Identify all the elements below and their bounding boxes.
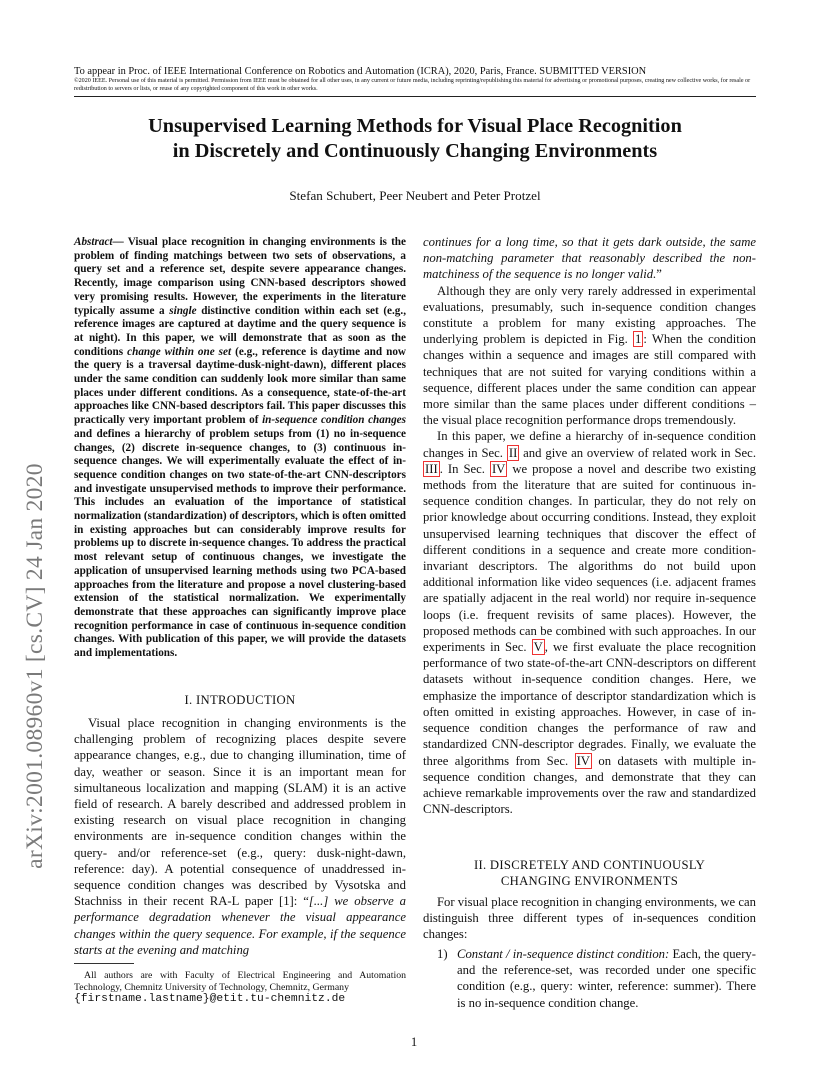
- footnote-text: All authors are with Faculty of Electrical Engineering and Automation Technology, Chemnitz University of Technology, Chemnitz, Germany: [74, 970, 406, 993]
- header-rule: [74, 96, 756, 97]
- intro-paragraph-1: [74, 715, 406, 958]
- intro-paragraph-3f: on datasets with multiple in-sequence condition changes, and demonstrate that they can achieve remarkable improvements over the raw and standardized CNN-descriptors.: [423, 753, 756, 817]
- list-item-text: Each, the query- and the reference-set, was recorded under one specific condition (e.g., query: winter, reference: summer). There is no in-sequence condition change.: [457, 947, 756, 1010]
- list-item-number: 1): [437, 947, 448, 961]
- footnote-rule: [74, 963, 134, 964]
- abstract-emph-1: single: [169, 304, 197, 317]
- section-reference-link[interactable]: IV: [576, 753, 590, 768]
- conference-note: To appear in Proc. of IEEE International Conference on Robotics and Automation (ICRA), 2020, Paris, France. SUBMITTED VERSION: [74, 66, 647, 77]
- figure-reference-link[interactable]: 1: [634, 332, 642, 347]
- abstract-label: Abstract: [74, 236, 113, 248]
- abstract: [74, 236, 406, 661]
- section-reference-link[interactable]: II: [508, 445, 518, 460]
- section-heading-line-1: II. DISCRETELY AND CONTINUOUSLY: [473, 858, 706, 872]
- quote-part-2: continues for a long time, so that it gets dark outside, the same non-matching parameter that reasonably described the non-matchiness of the sequence is no longer valid.: [423, 235, 756, 282]
- footnote-email: {firstname.lastname}@etit.tu-chemnitz.de: [74, 993, 346, 1006]
- section-heading-changing-environments: [423, 857, 756, 889]
- intro-paragraph-3a: In this paper, we define a hierarchy of in-sequence condition changes in Sec.: [423, 429, 756, 460]
- title-line-1: Unsupervised Learning Methods for Visual Place Recognition: [148, 115, 682, 137]
- abstract-text-4: and defines a hierarchy of problem setups from (1) no in-sequence changes, (2) discrete in-sequence changes, to (3) continuous in-sequence changes. We will experimentally evaluate the effect of in-sequence condition changes on two state-of-the-art CNN-descriptors and investigate unsupervised methods to improve their performance. This includes an evaluation of the importance of statistical normalization (standardization) of descriptors, which is often omitted in existing approaches but can considerably improve results for problems up to discrete in-sequence changes. To address the practical most relevant setup of continuous changes, we investigate the application of unsupervised learning methods using two PCA-based approaches from the literature and propose a novel clustering-based extension of the statistical normalization. We experimentally demonstrate that these approaches can significantly improve place recognition performance in case of continuous in-sequence condition changes. With publication of this paper, we will provide the datasets and implementations.: [74, 427, 406, 660]
- footnote: [74, 970, 406, 1006]
- intro-paragraph-3e: , we first evaluate the place recognition performance of two state-of-the-art CNN-descriptors on different datasets without in-sequence condition changes. Here, we emphasize the importance of descriptor standardization which is often omitted in existing approaches. However, in case of in-sequence condition changes the performance of raw and standardized CNN-descriptor degrades. Finally, we evaluate the three algorithms from Sec.: [423, 640, 756, 768]
- intro-paragraph-3c: . In Sec.: [439, 461, 490, 476]
- intro-text: Visual place recognition in changing environments is the challenging problem of recognizing places despite severe appearance changes, e.g., due to changing illumination, time of day, weather or season. Since it is an important mean for simultaneous localization and mapping (SLAM) it is an active field of research. A barely described and addressed problem in existing research on visual place recognition in changing environments are in-sequence condition changes within the query- and/or reference-set (e.g., query: dusk-night-dawn, reference: day). A potential consequence of unaddressed in-sequence condition changes was described by Vysotska and Stachniss in their recent RA-L paper [1]: “: [74, 716, 406, 909]
- copyright-notice: ©2020 IEEE. Personal use of this material is permitted. Permission from IEEE must be obtained for all other uses, in any current or future media, including reprinting/republishing this material for advertising or promotional purposes, creating new collective works, for resale or redistribution to servers or lists, or reuse of any copyrighted component of this work in other works.: [74, 78, 751, 92]
- abstract-text-2: distinctive condition within each set (e.g., reference images are captured at daytime and the query sequence is at night). In this paper, we will demonstrate that as soon as the conditions: [74, 304, 406, 358]
- section-reference-link[interactable]: III: [425, 461, 438, 476]
- section-reference-link[interactable]: IV: [491, 461, 506, 476]
- arxiv-stamp-text: arXiv:2001.08960v1 [cs.CV] 24 Jan 2020: [22, 463, 48, 869]
- intro-paragraph-2b: : When the condition changes within a sequence and images are still compared with techniques that are not suited for varying conditions within a sequence, different places under the same condition can appear more similar than the same places under different conditions – the visual place recognition performance drops tremendously.: [423, 332, 757, 428]
- right-column: [423, 234, 756, 817]
- abstract-text-3: (e.g., reference is daytime and now the query is a traversal daytime-dusk-night-dawn), different places under the same condition can suddenly look more similar than same places under different conditions. As a consequence, state-of-the-art approaches like CNN-based descriptors fail. This paper discusses this practically very important problem of: [74, 345, 406, 427]
- section2-text: For visual place recognition in changing environments, we can distinguish three different types of in-sequences condition changes:: [423, 895, 756, 942]
- list-item-label: Constant / in-sequence distinct condition:: [457, 947, 670, 961]
- title-line-2: in Discretely and Continuously Changing Environments: [172, 140, 658, 162]
- abstract-dash: —: [112, 236, 128, 248]
- abstract-emph-2: change within one set: [127, 345, 232, 358]
- section2-paragraph-1: [423, 894, 756, 943]
- page-number: 1: [410, 1035, 418, 1049]
- paper-title: [74, 114, 756, 164]
- abstract-text-1: Visual place recognition in changing environments is the problem of finding matchings between two sets of observations, a query set and a reference set, despite severe appearance changes. Recently, image comparison using CNN-based descriptors showed very promising results. However, the experiments in the literature typically assume a: [74, 236, 406, 317]
- quote-close: ”: [656, 267, 662, 282]
- intro-paragraph-3d: we propose a novel and describe two existing methods from the literature that are suited for continuous in-sequence condition changes. In particular, they do not rely on prior knowledge about occurring conditions. Instead, they exploit unsupervised learning techniques that discover the effect of different conditions in a sequence and create more condition-invariant descriptors. The algorithms do not build upon additional information like video sequences (i.e. adjacent frames are spatially adjacent in the real world) nor require in-sequence loops (i.e. frequent revisits of same places). However, the proposed methods can be combined with such approaches. In our experiments in Sec.: [423, 461, 756, 655]
- quote-part-1: [...] we observe a performance degradation whenever the visual appearance changes within the query sequence. For example, if the sequence starts at the evening and matching: [74, 894, 406, 957]
- list-item: [423, 946, 756, 1011]
- author-list: Stefan Schubert, Peer Neubert and Peter Protzel: [289, 188, 541, 203]
- section-heading-introduction: I. INTRODUCTION: [184, 693, 296, 707]
- intro-paragraph-3b: and give an overview of related work in Sec.: [519, 445, 756, 460]
- section-reference-link[interactable]: V: [533, 640, 543, 655]
- intro-paragraph-2a: Although they are only very rarely addressed in experimental evaluations, presumably, such in-sequence condition changes constitute a problem for many existing approaches. The underlying problem is depicted in Fig.: [423, 283, 756, 347]
- section-heading-line-2: CHANGING ENVIRONMENTS: [500, 874, 679, 888]
- abstract-emph-3: in-sequence condition changes: [262, 414, 406, 427]
